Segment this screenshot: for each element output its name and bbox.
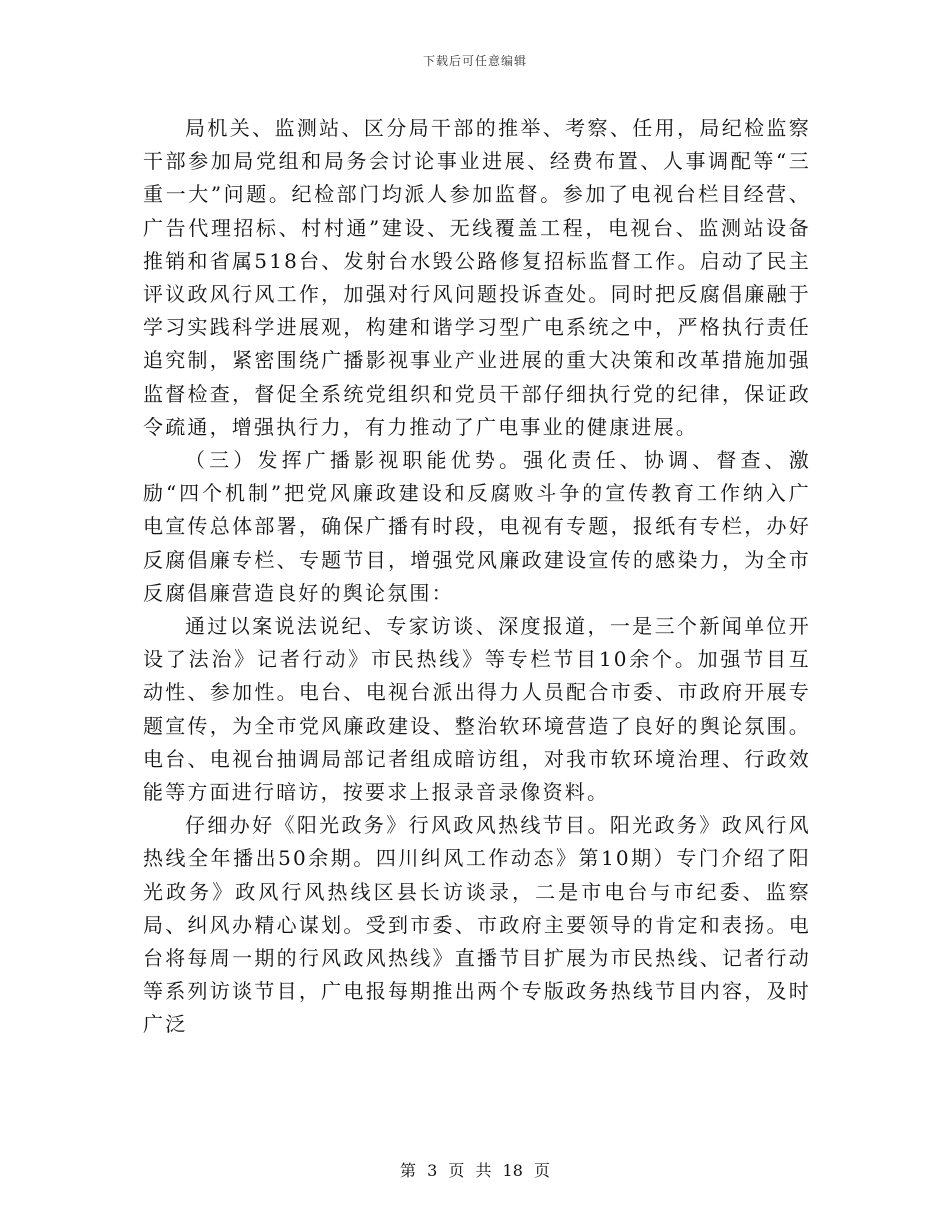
paragraph-3: 通过以案说法说纪、专家访谈、深度报道，一是三个新闻单位开设了法治》记者行动》市民热线》等专栏节目10余个。加强节目互动性、参加性。电台、电视台派出得力人员配合市委、市政府开展专题宣传，为全市党风廉政建设、整治软环境营造了良好的舆论氛围。电台、电视台抽调局部记者组成暗访组，对我市软环境治理、行政效能等方面进行暗访，按要求上报录音录像资料。 <box>143 614 811 805</box>
page-number-footer: 第 3 页 共 18 页 <box>400 1161 550 1180</box>
page-header-note: 下载后可任意编辑 <box>422 54 527 68</box>
paragraph-4: 仔细办好《阳光政务》行风政风热线节目。阳光政务》政风行风热线全年播出50余期。四川纠风工作动态》第10期）专门介绍了阳光政务》政风行风热线区县长访谈录，二是市电台与市纪委、监察局、纠风办精心谋划。受到市委、市政府主要领导的肯定和表扬。电台将每周一期的行风政风热线》直播节目扩展为市民热线、记者行动等系列访谈节目，广电报每期推出两个专版政务热线节目内容，及时广泛 <box>143 813 811 1037</box>
paragraph-1: 局机关、监测站、区分局干部的推举、考察、任用，局纪检监察干部参加局党组和局务会讨论事业进展、经费布置、人事调配等“三重一大”问题。纪检部门均派人参加监督。参加了电视台栏目经营、广告代理招标、村村通”建设、无线覆盖工程，电视台、监测站设备推销和省属518台、发射台水毁公路修复招标监督工作。启动了民主评议政风行风工作，加强对行风问题投诉查处。同时把反腐倡廉融于学习实践科学进展观，构建和谐学习型广电系统之中，严格执行责任追究制，紧密围绕广播影视事业产业进展的重大决策和改革措施加强监督检查，督促全系统党组织和党员干部仔细执行党的纪律，保证政令疏通，增强执行力，有力推动了广电事业的健康进展。 <box>143 116 811 439</box>
paragraph-2: （三）发挥广播影视职能优势。强化责任、协调、督查、激励“四个机制”把党风廉政建设和反腐败斗争的宣传教育工作纳入广电宣传总体部署，确保广播有时段，电视有专题，报纸有专栏，办好反腐倡廉专栏、专题节目，增强党风廉政建设宣传的感染力，为全市反腐倡廉营造良好的舆论氛围： <box>143 448 811 605</box>
document-body <box>143 112 811 1042</box>
